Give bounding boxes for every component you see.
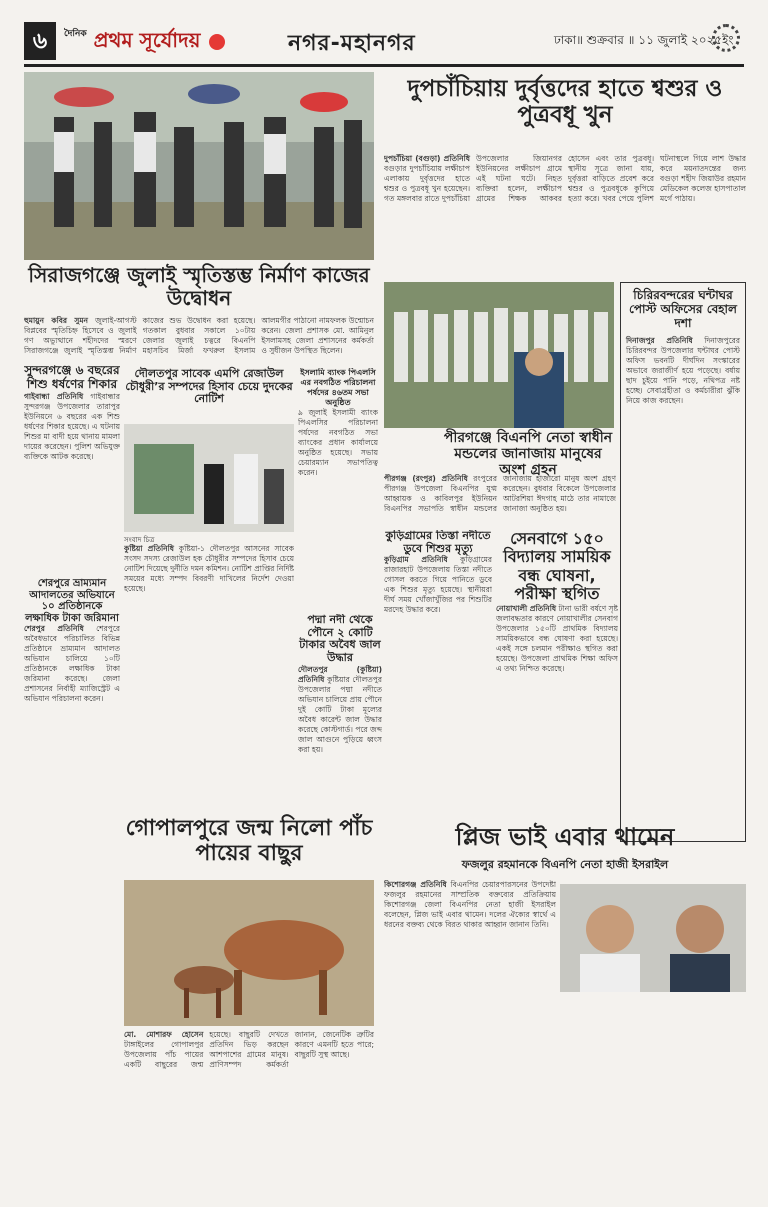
padma-headline[interactable]: পদ্মা নদী থেকে পৌনে ২ কোটি টাকার অবৈধ জাল উদ্ধার [299, 614, 381, 664]
sherpur-body: শেরপুরে অবৈধভাবে পরিচালিত বিভিন্ন প্রতিষ্ঠানে ভ্রাম্যমান আদালত অভিযান চালিয়ে ১০টি প্রতিষ্ঠানকে লক্ষাধিক টাকা জরিমানা করেছে। জেলা প্রশাসনের নির্বাহী ম্যাজিস্ট্রেট এ অভিযান পরিচালনা করেন। [24, 624, 120, 703]
brand-name: প্রথম সূর্যোদয় [93, 28, 201, 52]
bank-article [298, 368, 378, 518]
funeral-body: রংপুরের পীরগঞ্জ উপজেলা বিএনপির যুগ্ম আহ্বায়ক ও কাবিলপুর ইউনিয়ন বিএনপির সভাপতি স্বাধীন মন্ডলের জানাজায় হাজারো মানুষ অংশ গ্রহণ করেছেন। বুধবার বিকেলে উপজেলার আটরশিয়া ঈদগাহ মাঠে তার নামাজে জানাজা অনুষ্ঠিত হয়। [384, 474, 616, 513]
padma-body-block [298, 665, 382, 755]
tista-headline[interactable]: কুড়িগ্রামের তিস্তা নদীতে ডুবে শিশুর মৃত্যু [385, 530, 491, 555]
tista-body-block [384, 555, 492, 615]
page-number: ৬ [24, 22, 56, 60]
pinch-subhead: ফজলুর রহমানকে বিএনপি নেতা হাজী ইসরাইল [461, 858, 669, 871]
section-title: নগর-মহানগর [288, 31, 416, 56]
gopalpur-headline[interactable]: গোপালপুরে জন্ম নিলো পাঁচ পায়ের বাছুর [125, 816, 373, 867]
dudok-caption: সংবাদ চিত্র [124, 536, 155, 544]
padma-body: কুষ্টিয়ার দৌলতপুর উপজেলার পদ্মা নদীতে অভিযান চালিয়ে প্রায় পৌনে দুই কোটি টাকা মূল্যের অবৈধ কারেন্ট জাল উদ্ধার করেছে কোস্টগার্ড। পরে জব্দ জাল আগুনে পুড়িয়ে ধ্বংস করা হয়। [298, 674, 382, 754]
dudok-photo [124, 424, 294, 532]
tower-body: দিনাজপুরের চিরিরবন্দর উপজেলার ঘন্টাঘর পোস্ট অফিস ভবনটি দীর্ঘদিন সংস্কারের অভাবে জরাজীর্ণ হয়ে পড়েছে। বর্ষায় ছাদ চুইয়ে পানি পড়ে, নথিপত্র নষ্ট হচ্ছে। সেবাগ্রহীতা ও কর্মচারীরা ঝুঁকি নিয়ে কাজ করছেন। [626, 336, 741, 406]
sundarganj-headline[interactable]: সুন্দরগঞ্জে ৬ বছরের শিশু ধর্ষণের শিকার [24, 364, 120, 391]
sundarganj-body-block [24, 392, 120, 462]
dudok-byline: কুষ্টিয়া প্রতিনিধি [124, 544, 174, 553]
ornament-icon [712, 24, 740, 52]
bank-body: ৯ জুলাই ইসলামী ব্যাংক পিএলসির পরিচালনা পর্ষদের নবগঠিত সভা ব্যাংকের প্রধান কার্যালয়ে অনুষ্ঠিত হয়েছে। সভায় চেয়ারম্যান সভাপতিত্ব করেন। [298, 408, 378, 477]
memorial-headline[interactable]: সিরাজগঞ্জে জুলাই স্মৃতিস্তম্ভ নির্মাণ কাজের উদ্বোধন [28, 263, 370, 310]
dateline: ঢাকা॥ শুক্রবার ॥ ১১ জুলাই ২০২৫ইং [554, 33, 734, 47]
pinch-photo [560, 884, 746, 992]
padma-byline: দৌলতপুর (কুষ্টিয়া) প্রতিনিধি [298, 664, 382, 684]
funeral-body-block [384, 474, 616, 524]
funeral-byline: পীরগঞ্জ (রংপুর) প্রতিনিধি [384, 474, 468, 483]
memorial-body: জুলাই-আগস্ট বিপ্লবের স্মৃতিচিহ্ন হিসেবে ও জুলাই গণ অভ্যুত্থানে শহীদদের স্মরণে সিরাজগঞ্জে জুলাই স্মৃতিস্তম্ভ নির্মাণ কাজের শুভ উদ্বোধন করা হয়েছে। গতকাল বুধবার সকালে ১০টায় জেলার জুলাই চত্বরে বিএনপি মহাসচিব মির্জা ফখরুল ইসলাম আলমগীর পাঠানো নামফলক উন্মোচন করেন। জেলা প্রশাসক মো. আমিনুল ইসলামসহ জেলা প্রশাসনের কর্মকর্তা ও সুধীজন উপস্থিত ছিলেন। [24, 316, 374, 355]
sun-icon [209, 34, 225, 50]
sundarganj-body: গাইবান্ধার সুন্দরগঞ্জ উপজেলার তারাপুর ইউনিয়নে ৬ বছরের এক শিশু ধর্ষণের শিকার হয়েছে। এ ঘটনায় শিশুর মা বাদী হয়ে থানায় মামলা দায়ের করেছেন। পুলিশ অভিযুক্ত ব্যক্তিকে আটক করেছে। [24, 391, 120, 461]
gopalpur-body: টাঙ্গাইলের গোপালপুর উপজেলায় পাঁচ পায়ের একটি বাছুরের জন্ম হয়েছে। বাছুরটি দেখতে প্রতিদিন ভিড় করছেন আশপাশের গ্রামের মানুষ। প্রাণিসম্পদ কর্মকর্তা জানান, জেনেটিক ত্রুটির কারণে এমনটি হতে পারে; বাছুরটি সুস্থ আছে। [124, 1030, 374, 1069]
newspaper-logo [64, 26, 227, 59]
lead-body: বগুড়ার দুপচাঁচিয়ায় লক্ষীচাপ এলাকায় দুর্বৃত্তদের হাতে শ্বশুর ও পুত্রবধূ খুন হয়েছেন। গত মঙ্গলবার রাতে দুপচাঁচিয়া উপজেলার জিয়ানগর ইউনিয়নের লক্ষীচাপ গ্রামে এই ঘটনা ঘটে। নিহত ব্যক্তিরা হলেন, লক্ষীচাপ গ্রামের শিক্ষক আকবর হোসেন এবং তার পুত্রবধূ। স্থানীয় সূত্রে জানা যায়, দুর্বৃত্তরা বাড়িতে প্রবেশ করে শ্বশুর ও পুত্রবধূকে কুপিয়ে হত্যা করে। খবর পেয়ে পুলিশ ঘটনাস্থলে গিয়ে লাশ উদ্ধার করে ময়নাতদন্তের জন্য বগুড়া শহীদ জিয়াউর রহমান মেডিকেল কলেজ হাসপাতাল মর্গে পাঠায়। [384, 154, 746, 203]
funeral-headline[interactable]: পীরগঞ্জে বিএনপি নেতা স্বাধীন মন্ডলের জানাজায় মানুষের অংশ গ্রহন [443, 430, 613, 479]
lead-byline [384, 154, 746, 282]
senbag-body-block [496, 604, 618, 674]
lead-byline-text: দুপচাঁচিয়া (বগুড়া) প্রতিনিধি [384, 154, 470, 163]
tower-body-block [621, 336, 745, 406]
funeral-photo [384, 282, 614, 428]
tista-article [384, 530, 492, 820]
dudok-body: কুষ্টিয়া-১ দৌলতপুর আসনের সাবেক সংসদ সদস্য রেজাউল হক চৌধুরীর সম্পদের হিসাব চেয়ে নোটিশ দিয়েছে দুর্নীতি দমন কমিশন। নোটিশ প্রাপ্তির নির্দিষ্ট সময়ের মধ্যে সম্পদ বিবরণী দাখিলের নির্দেশ দেওয়া হয়েছে। [124, 544, 294, 593]
bank-headline[interactable]: ইসলামি ব্যাংক পিএলসি এর নবগঠিত পরিচালনা পর্ষদের ৪৬তম সভা অনুষ্ঠিত [300, 368, 376, 407]
senbag-byline: নোয়াখালী প্রতিনিধি [496, 603, 557, 613]
lead-article [384, 72, 746, 282]
sundarganj-byline: গাইবান্ধা প্রতিনিধি [24, 391, 84, 401]
memorial-body-block [24, 316, 374, 362]
pinch-body: বিএনপির চেয়ারপারসনের উপদেষ্টা ফজলুর রহমানের সাম্প্রতিক বক্তব্যের প্রতিক্রিয়ায় কিশোরগঞ্জ জেলা বিএনপির নেতা হাজী ইসরাইল বলেছেন, প্লিজ ভাই এবার থামেন। দলের ঐক্যের স্বার্থে এ ধরনের বক্তব্য থেকে বিরত থাকার আহ্বান জানান তিনি। [384, 880, 556, 929]
dudok-body-block [124, 544, 294, 646]
pinch-headline[interactable]: প্লিজ ভাই এবার থামেন [455, 823, 675, 851]
senbag-body: টানা ভারী বর্ষণে সৃষ্ট জলাবদ্ধতার কারণে নোয়াখালীর সেনবাগ উপজেলার ১৫০টি প্রাথমিক বিদ্যালয় সাময়িকভাবে বন্ধ ঘোষণা করা হয়েছে। একই সঙ্গে চলমান পরীক্ষাও স্থগিত করা হয়েছে। উপজেলা প্রাথমিক শিক্ষা অফিস এ তথ্য নিশ্চিত করেছে। [496, 603, 618, 673]
tower-headline[interactable]: চিরিরবন্দরের ঘন্টাঘর পোস্ট অফিসের বেহাল দশা [629, 288, 737, 330]
senbag-headline[interactable]: সেনবাগে ১৫০ বিদ্যালয় সাময়িক বন্ধ ঘোষনা, পরীক্ষা স্থগিত [503, 530, 611, 604]
memorial-byline: হুমায়ুন কবির সুমন [24, 316, 88, 325]
pinch-body-block [384, 880, 556, 1180]
senbag-article [496, 530, 618, 820]
pinch-byline: কিশোরগঞ্জ প্রতিনিধি [384, 880, 447, 889]
dudok-headline[interactable]: দৌলতপুর সাবেক এমপি রেজাউল চৌধুরী’র সম্পদের হিসাব চেয়ে দুদকের নোটিশ [125, 367, 293, 406]
sherpur-headline[interactable]: শেরপুরে ভ্রাম্যমান আদালতের অভিযানে ১০ প্রতিষ্ঠানকে লক্ষাধিক টাকা জরিমানা [25, 578, 119, 624]
lead-headline[interactable]: দুপচাঁচিয়ায় দুর্বৃত্তদের হাতে শ্বশুর ও পুত্রবধূ খুন [407, 76, 723, 129]
masthead [24, 18, 744, 67]
padma-article [298, 614, 382, 810]
sundarganj-article [24, 364, 120, 574]
tista-byline: কুড়িগ্রাম প্রতিনিধি [384, 555, 448, 565]
brand-prefix: দৈনিক [64, 29, 87, 39]
gopalpur-body-block [124, 1030, 374, 1180]
sherpur-byline: শেরপুর প্রতিনিধি [24, 624, 84, 633]
tista-body: কুড়িগ্রামের রাজারহাট উপজেলায় তিস্তা নদীতে গোসল করতে গিয়ে পানিতে ডুবে এক শিশুর মৃত্যু হয়েছে। স্থানীয়রা দীর্ঘ সময় খোঁজাখুঁজির পর শিশুটির মরদেহ উদ্ধার করে। [384, 555, 492, 615]
gopalpur-photo [124, 880, 374, 1026]
sherpur-article [24, 578, 120, 1184]
memorial-photo [24, 72, 374, 260]
sherpur-body-block [24, 624, 120, 704]
tower-byline: দিনাজপুর প্রতিনিধি [626, 336, 693, 346]
tower-article [620, 282, 746, 842]
gopalpur-byline: মো. মোশারফ হোসেন [124, 1030, 204, 1039]
